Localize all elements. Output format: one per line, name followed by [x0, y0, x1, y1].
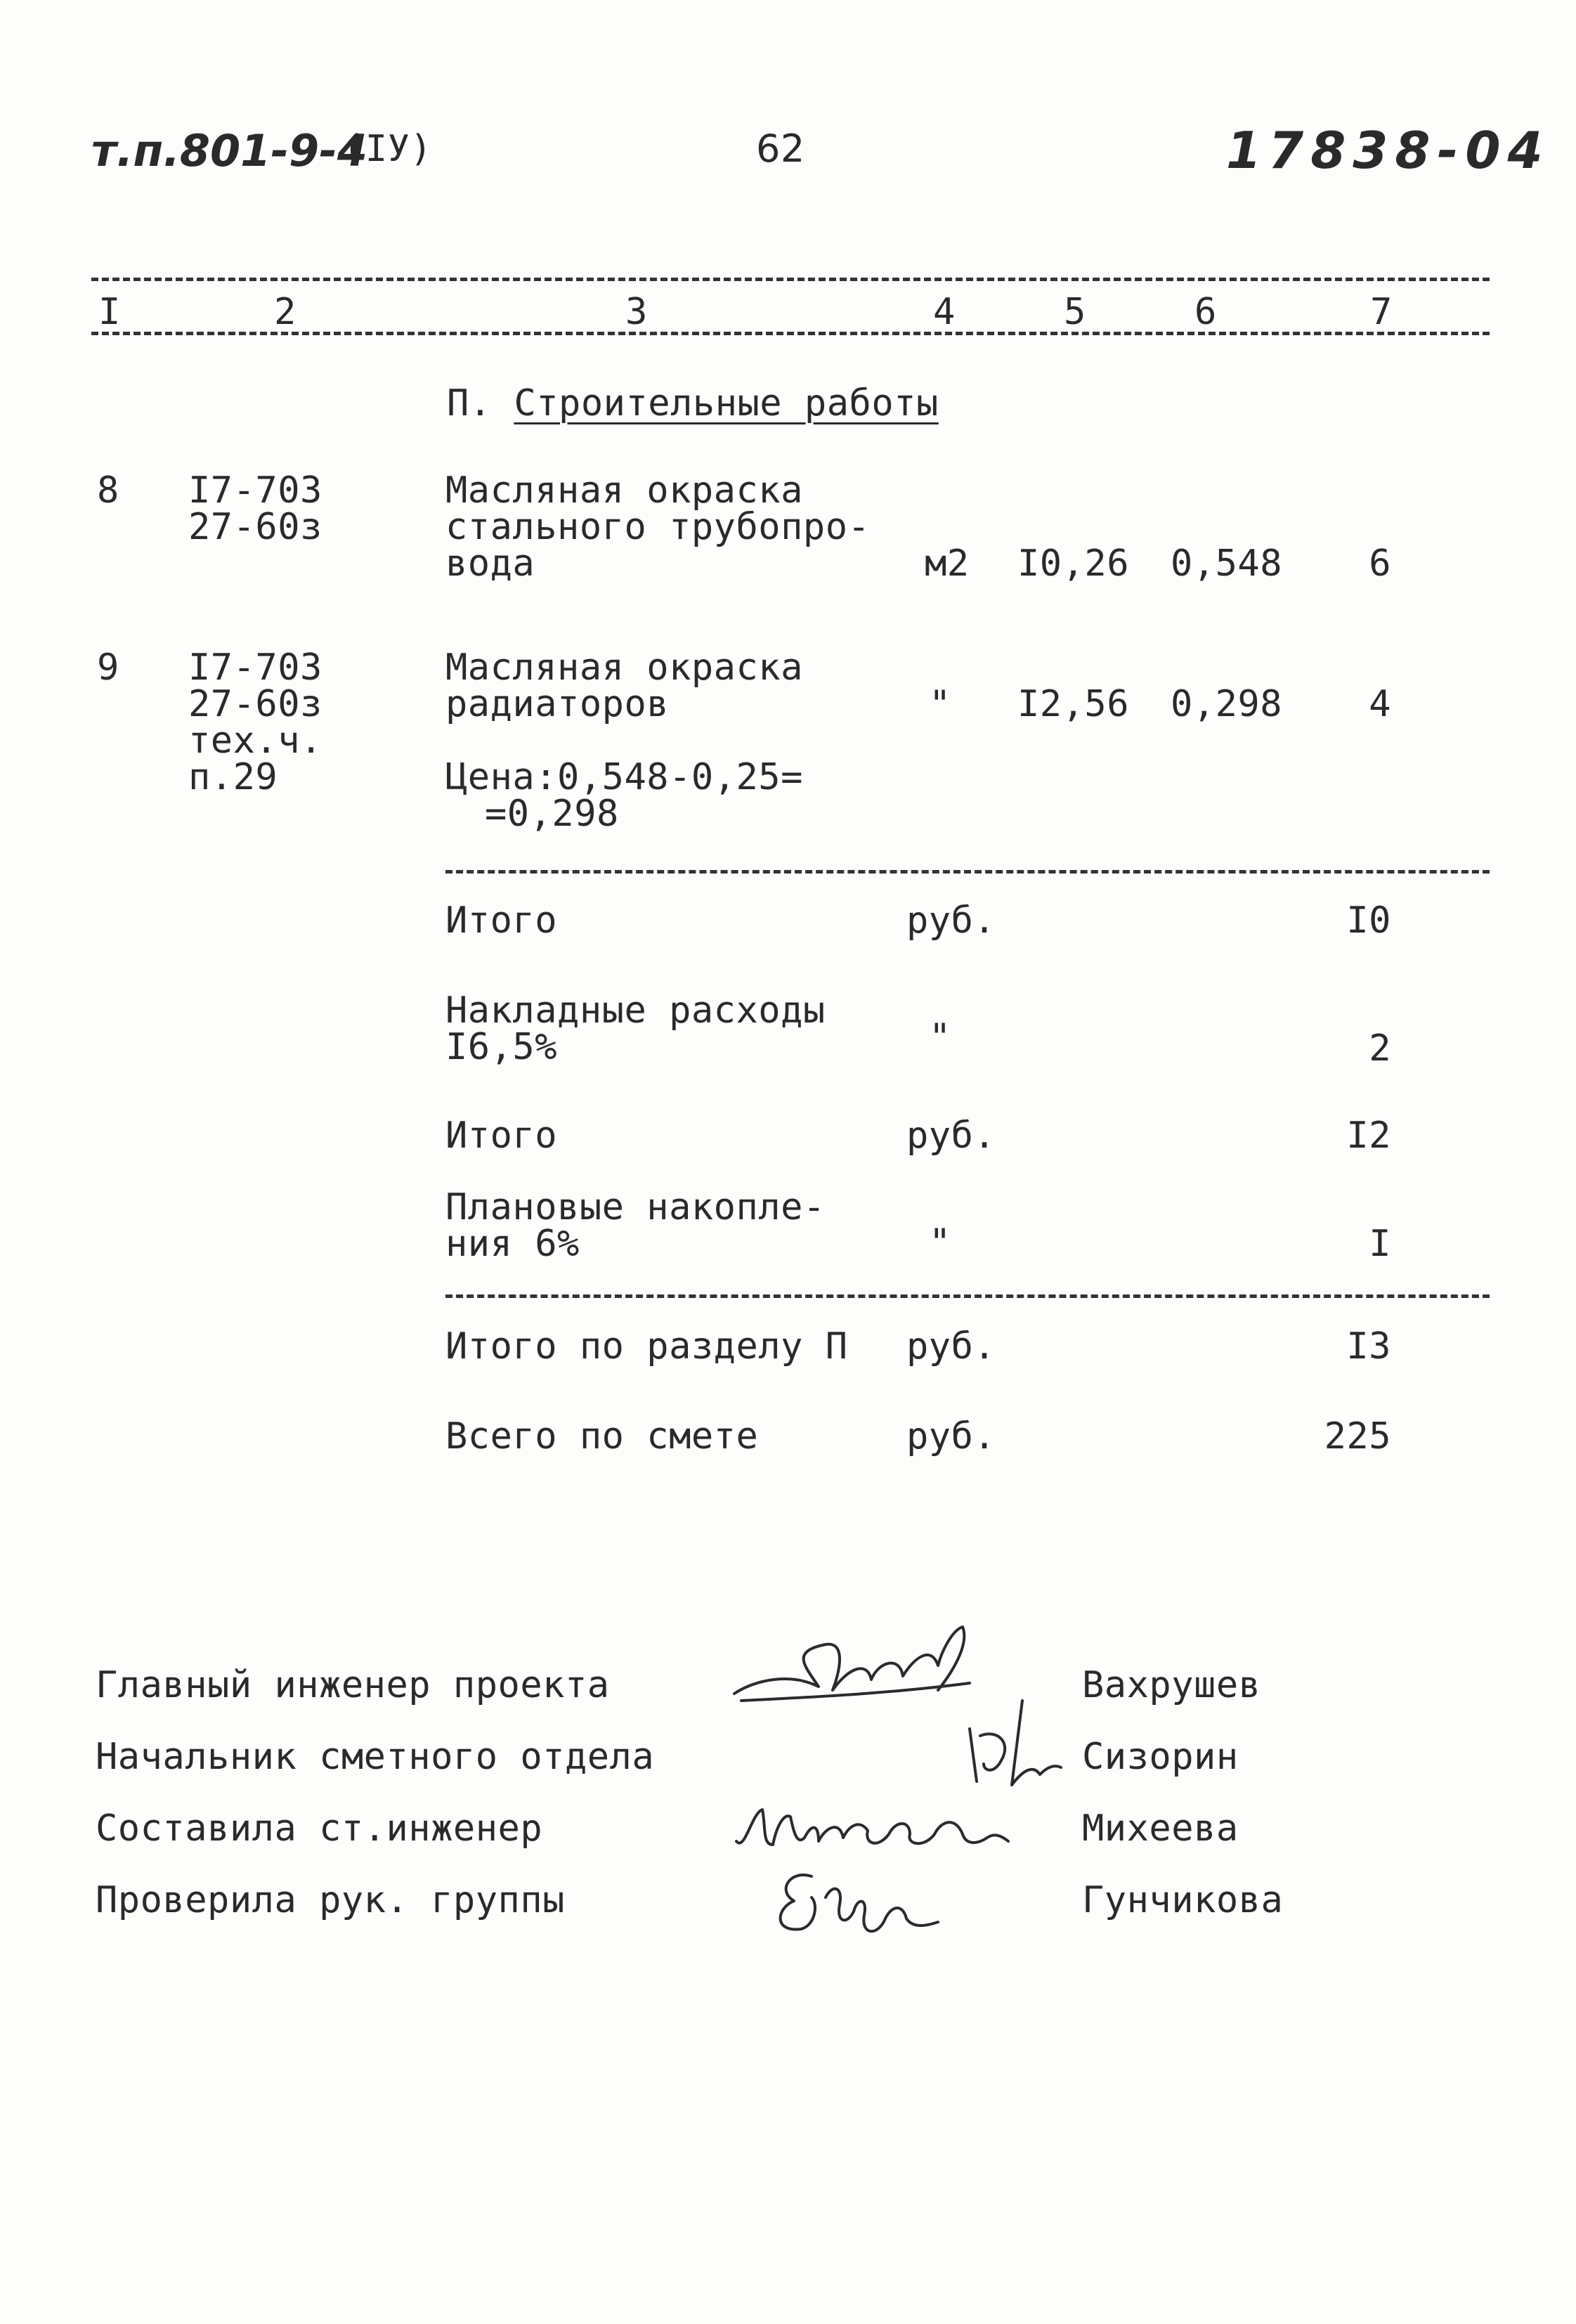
section-total-unit: руб. — [906, 1325, 996, 1368]
grand-total-unit: руб. — [906, 1415, 996, 1458]
planned-savings-value: I — [1369, 1223, 1391, 1265]
signature-name: Вахрушев — [1082, 1664, 1261, 1706]
column-header-5: 5 — [1064, 291, 1086, 333]
section-total-label: Итого по разделу П — [445, 1325, 848, 1368]
grand-total-value: 225 — [1324, 1415, 1391, 1458]
item-9-price: 0,298 — [1171, 683, 1283, 725]
overhead-label-line: Накладные расходы — [445, 989, 826, 1032]
item-9-total: 4 — [1369, 683, 1391, 725]
signature-role: Составила ст.инженер — [96, 1807, 543, 1850]
document-code: т.п.801-9-4 — [91, 125, 368, 176]
signature-name: Сизорин — [1082, 1736, 1239, 1778]
total-value: I2 — [1346, 1115, 1391, 1157]
item-8-price: 0,548 — [1171, 543, 1283, 585]
section-title — [447, 382, 939, 424]
planned-savings-label-line: Плановые накопле- — [445, 1186, 826, 1228]
overhead-value: 2 — [1369, 1027, 1391, 1070]
overhead-label — [445, 989, 826, 1068]
signature-scribble-chief-engineer-icon — [727, 1623, 987, 1729]
item-8-total: 6 — [1369, 543, 1391, 585]
item-9-desc-line: радиаторов — [445, 683, 670, 725]
planned-savings-unit: " — [929, 1221, 951, 1264]
item-9-quantity: I2,56 — [1017, 683, 1130, 725]
item-8-codes — [188, 469, 323, 548]
subtotal-rule — [445, 870, 1490, 874]
header-bottom-rule — [91, 332, 1490, 335]
signature-name: Михеева — [1082, 1807, 1239, 1850]
total-label: Итого — [445, 900, 558, 942]
item-9-codes — [188, 649, 323, 796]
column-header-7: 7 — [1370, 291, 1393, 333]
item-9-note-line: Цена:0,548-0,25= — [445, 756, 803, 798]
item-9-unit: " — [929, 683, 951, 725]
item-9-code: 27-60з — [188, 683, 323, 725]
section-title-text: Строительные работы — [514, 382, 939, 424]
section-total-value: I3 — [1346, 1325, 1391, 1368]
item-8-code: 27-60з — [188, 506, 323, 548]
item-8-unit: м2 — [925, 543, 970, 585]
signature-role: Главный инженер проекта — [96, 1664, 610, 1706]
planned-savings-label-line: ния 6% — [445, 1223, 580, 1265]
item-8-quantity: I0,26 — [1017, 543, 1130, 585]
signature-role: Проверила рук. группы — [96, 1879, 565, 1921]
column-header-6: 6 — [1194, 291, 1217, 333]
item-9-note-line: =0,298 — [485, 793, 619, 835]
item-8-desc-line: вода — [445, 543, 535, 585]
item-9-desc-line: Масляная окраска — [445, 647, 803, 689]
page-number: 62 — [756, 126, 805, 171]
column-header-4: 4 — [933, 291, 956, 333]
item-8-description — [445, 469, 871, 585]
overhead-label-line: I6,5% — [445, 1026, 558, 1068]
column-header-1: I — [98, 291, 121, 333]
header-top-rule — [91, 278, 1490, 281]
signature-scribble-engineer-icon — [731, 1785, 1012, 1862]
planned-savings-label — [445, 1186, 826, 1265]
item-8-code: I7-703 — [188, 469, 323, 512]
overhead-unit: " — [929, 1016, 951, 1058]
grand-total-label: Всего по смете — [445, 1415, 759, 1458]
item-8-number: 8 — [97, 469, 119, 512]
section-title-prefix: П. — [447, 382, 492, 424]
document-code-suffix: (IУ) — [343, 128, 433, 170]
total-unit: руб. — [906, 1115, 996, 1157]
column-header-2: 2 — [274, 291, 297, 333]
total-label: Итого — [445, 1115, 558, 1157]
archive-number: 17838-04 — [1226, 121, 1550, 180]
section-total-rule — [445, 1294, 1490, 1298]
item-8-desc-line: Масляная окраска — [445, 469, 803, 512]
total-unit: руб. — [906, 900, 996, 942]
item-9-number: 9 — [97, 647, 119, 689]
total-value: I0 — [1346, 900, 1391, 942]
item-8-desc-line: стального трубопро- — [445, 506, 871, 548]
item-9-code: п.29 — [188, 756, 278, 798]
item-9-description — [445, 647, 803, 725]
signature-role: Начальник сметного отдела — [96, 1736, 655, 1778]
signature-scribble-department-head-icon — [956, 1687, 1068, 1792]
column-header-3: 3 — [625, 291, 648, 333]
item-9-code: I7-703 — [188, 647, 323, 689]
item-9-code: тех.ч. — [188, 720, 323, 762]
signature-name: Гунчикова — [1082, 1879, 1284, 1921]
signature-scribble-group-lead-icon — [762, 1855, 945, 1947]
item-9-price-note — [445, 756, 803, 835]
